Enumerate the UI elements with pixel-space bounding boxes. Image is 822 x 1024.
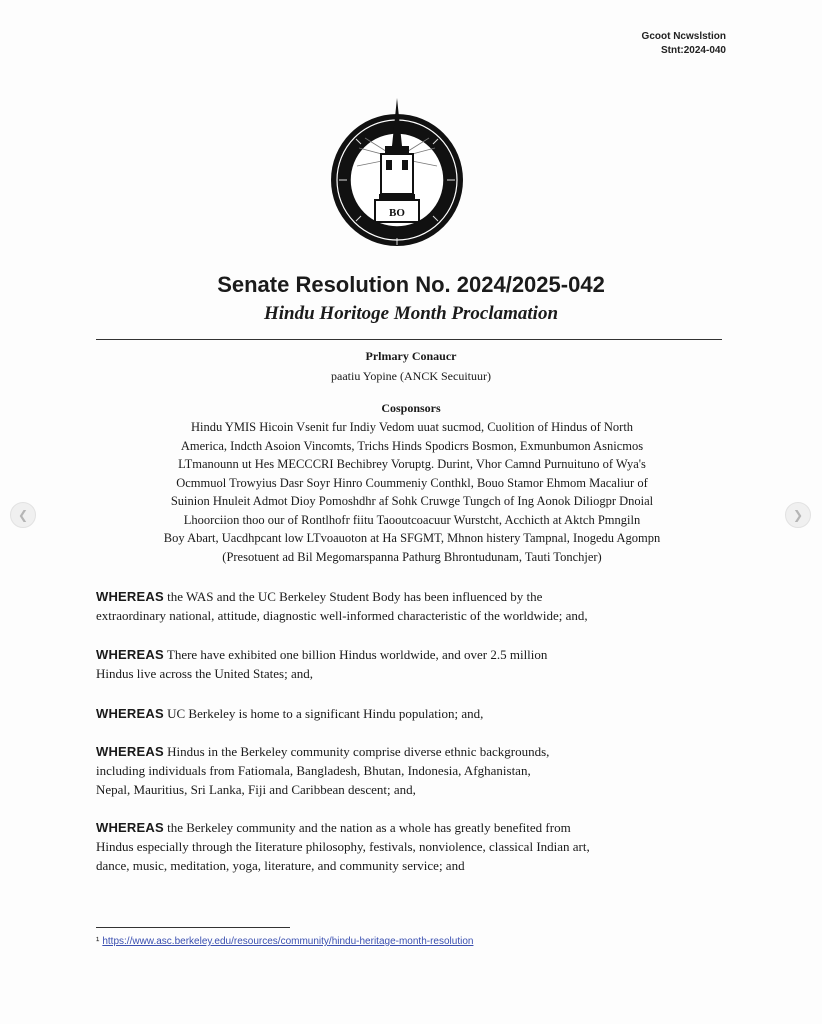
doc-id-line-2: Stnt:2024-040 (660, 45, 726, 56)
cosponsor-line: America, Indcth Asoion Vincomts, Trichs Hinds Spodicrs Bosmon, Exmunbumon Asnicmos (180, 438, 644, 453)
footnote-divider (96, 927, 290, 928)
seal-initials: BO (389, 207, 405, 219)
resolution-title: Senate Resolution No. 2024/2025-042 (217, 272, 605, 297)
whereas-keyword: WHEREAS (96, 647, 164, 662)
whereas-clause (96, 742, 726, 799)
whereas-text: the Berkeley community and the nation as a whole has greatly benefited from (167, 820, 571, 835)
footnote-mark: ¹ (96, 936, 100, 947)
primary-contact-label: Prlmary Conaucr (365, 349, 457, 363)
footnote-link[interactable]: https://www.asc.berkeley.edu/resources/community/hindu-heritage-month-resolution (102, 936, 474, 947)
whereas-text: Hindus live across the United States; and, (96, 666, 313, 681)
whereas-text: Hindus especially through the Iiterature philosophy, festivals, nonviolence, classical Indian art, (96, 839, 590, 854)
cosponsor-line: Suinion Hnuleit Admot Dioy Pomoshdhr af Sohk Cruwge Tungch of Ing Aonok Diliogpr Dnoial (170, 494, 654, 508)
whereas-keyword: WHEREAS (96, 706, 164, 721)
footnote (96, 936, 473, 947)
cosponsor-line: LTmanounn ut Hes MECCCRI Bechibrey Voruptg. Durint, Vhor Camnd Purnuituno of Wya's (178, 457, 646, 471)
title-divider (96, 339, 722, 340)
chevron-right-icon[interactable]: ❯ (785, 502, 811, 528)
whereas-text: Nepal, Mauritius, Sri Lanka, Fiji and Caribbean descent; and, (96, 782, 416, 797)
cosponsors-list (102, 418, 722, 566)
cosponsor-line: Boy Abart, Uacdhpcant low LTvoauoton at Ha SFGMT, Mhnon histery Tampnal, Inogedu Agompn (163, 531, 661, 545)
whereas-text: Hindus in the Berkeley community comprise diverse ethnic backgrounds, (167, 744, 550, 759)
cosponsors-label: Cosponsors (381, 401, 441, 415)
whereas-keyword: WHEREAS (96, 589, 164, 604)
document-identifier (642, 30, 726, 58)
whereas-keyword: WHEREAS (96, 820, 164, 835)
whereas-text: including individuals from Fatiomala, Bangladesh, Bhutan, Indonesia, Afghanistan, (96, 763, 531, 778)
whereas-text: the WAS and the UC Berkeley Student Body has been influenced by the (167, 589, 543, 604)
chevron-left-icon[interactable]: ❮ (10, 502, 36, 528)
cosponsor-line: (Presotuent ad Bil Megomarspanna Pathurg Bhrontudunam, Tauti Tonchjer) (222, 549, 602, 564)
whereas-text: There have exhibited one billion Hindus worldwide, and over 2.5 million (166, 647, 548, 662)
resolution-subtitle: Hindu Horitoge Month Proclamation (263, 303, 559, 324)
cosponsor-line: Lhoorciion thoo our of Rontlhofr fiitu Taooutcoacuur Wurstcht, Acchicth at Aktch Pmngiln (183, 512, 641, 527)
whereas-clause (96, 818, 726, 875)
primary-contact-name: paatiu Yopine (ANCK Secuituur) (331, 369, 491, 383)
cosponsor-line: Ocmmuol Trowyius Dasr Soyr Hinro Coummeniy Conthkl, Bouo Stamor Ehmom Macaliur of (176, 475, 648, 490)
whereas-clause (96, 645, 726, 683)
whereas-clause (96, 587, 726, 625)
whereas-keyword: WHEREAS (96, 744, 164, 759)
whereas-text: dance, music, meditation, yoga, literature, and community service; and (96, 858, 465, 873)
senate-seal-icon (329, 98, 465, 256)
whereas-clause (96, 704, 726, 723)
cosponsor-line: Hindu YMIS Hicoin Vsenit fur Indiy Vedom uuat sucmod, Cuolition of Hindus of North (190, 420, 634, 434)
whereas-text: UC Berkeley is home to a significant Hindu population; and, (167, 706, 484, 721)
whereas-text: extraordinary national, attitude, diagnostic well-informed characteristic of the worldwide; and, (96, 608, 588, 623)
doc-id-line-1: Gcoot Ncwslstion (641, 31, 726, 42)
